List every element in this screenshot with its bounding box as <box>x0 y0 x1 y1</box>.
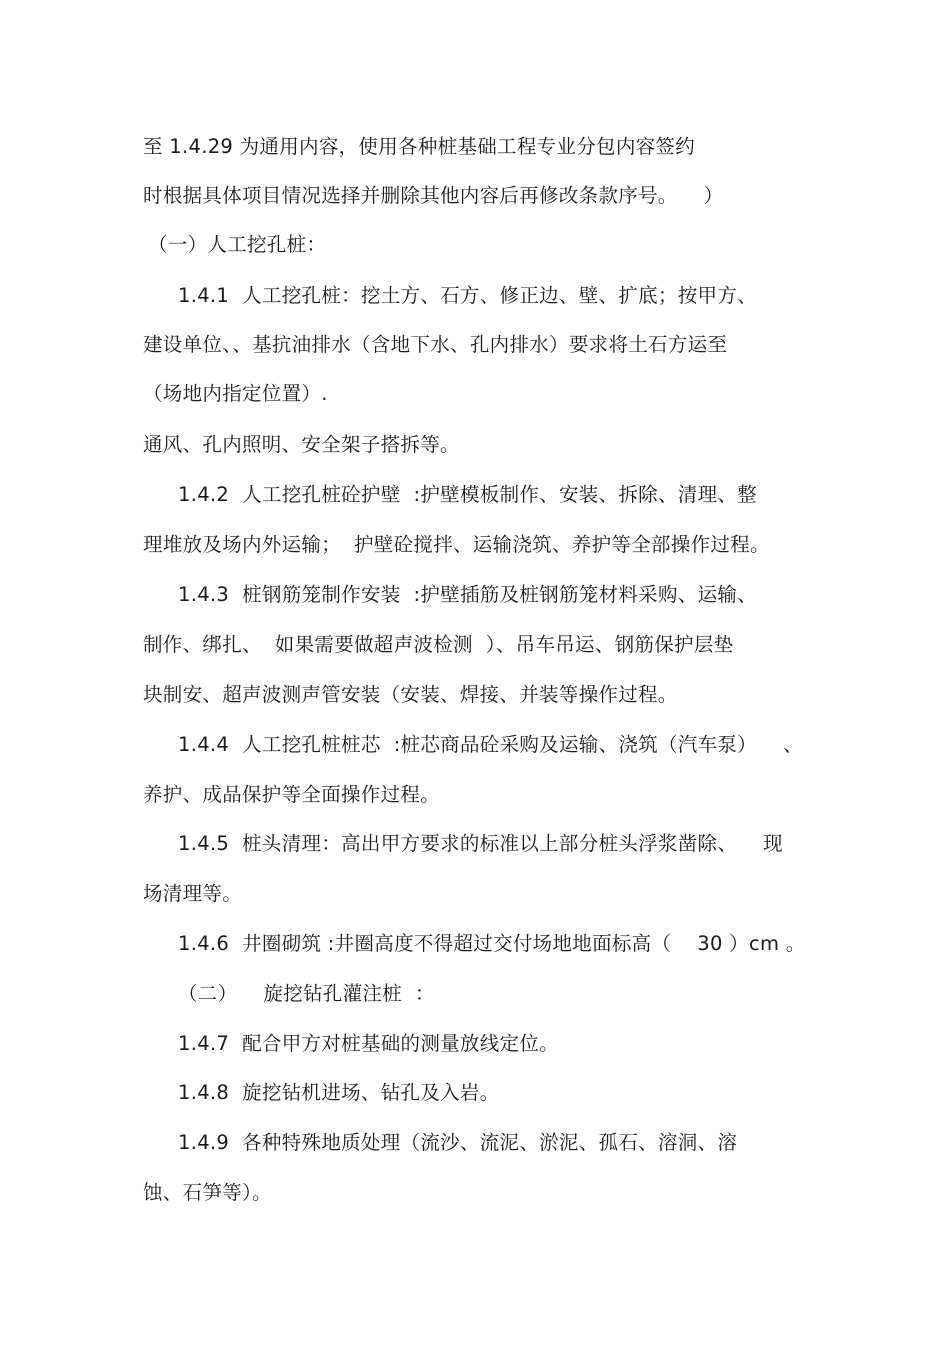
text-line-2: 时根据具体项目情况选择并删除其他内容后再修改条款序号。 ） <box>143 184 724 207</box>
text-line-16: 场清理等。 <box>143 882 243 905</box>
text-line-9: 理堆放及场内外运输； 护壁砼搅拌、运输浇筑、养护等全部操作过程。 <box>143 533 770 556</box>
clause-1-4-9: 1.4.9 各种特殊地质处理（流沙、流泥、淤泥、孤石、溶洞、溶 <box>178 1131 738 1154</box>
text-line-14: 养护、成品保护等全面操作过程。 <box>143 783 441 806</box>
text-line-11: 制作、绑扎、 如果需要做超声波检测 ）、吊车吊运、钢筋保护层垫 <box>143 633 734 656</box>
clause-1-4-8: 1.4.8 旋挖钻机进场、钻孔及入岩。 <box>178 1081 500 1104</box>
text-line-7: 通风、孔内照明、安全架子搭拆等。 <box>143 433 460 456</box>
section-heading-2: （二） 旋挖钻孔灌注桩 ： <box>178 982 435 1005</box>
clause-1-4-1: 1.4.1 人工挖孔桩：挖土方、石方、修正边、壁、扩底；按甲方、 <box>178 284 757 307</box>
clause-1-4-3: 1.4.3 桩钢筋笼制作安装 :护壁插筋及桩钢筋笼材料采购、运输、 <box>178 583 757 606</box>
clause-1-4-6: 1.4.6 井圈砌筑 :井圈高度不得超过交付场地地面标高（ 30 ）cm 。 <box>178 932 806 955</box>
text-line-22: 蚀、石笋等）。 <box>143 1181 272 1204</box>
text-line-12: 块制安、超声波测声管安装（安装、焊接、并装等操作过程。 <box>143 683 678 706</box>
text-line-6: （场地内指定位置）. <box>143 382 328 405</box>
clause-1-4-7: 1.4.7 配合甲方对桩基础的测量放线定位。 <box>178 1032 559 1055</box>
text-line-1: 至 1.4.29 为通用内容，使用各种桩基础工程专业分包内容签约 <box>143 135 696 158</box>
text-line-5: 建设单位、、基抗油排水（含地下水、孔内排水）要求将土石方运至 <box>143 333 728 356</box>
section-heading-1: （一）人工挖孔桩： <box>148 233 327 256</box>
clause-1-4-4: 1.4.4 人工挖孔桩桩芯 :桩芯商品砼采购及运输、浇筑（汽车泵） 、 <box>178 733 803 756</box>
clause-1-4-5: 1.4.5 桩头清理：高出甲方要求的标准以上部分桩头浮浆凿除、 现 <box>178 832 783 855</box>
clause-1-4-2: 1.4.2 人工挖孔桩砼护壁 :护壁模板制作、安装、拆除、清理、整 <box>178 483 757 506</box>
